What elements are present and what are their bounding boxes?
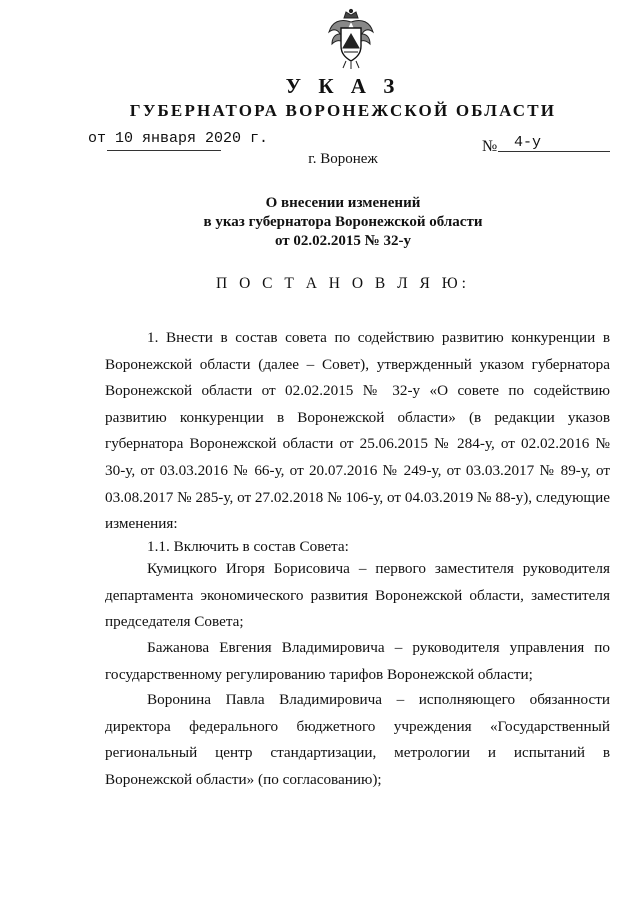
document-subtitle: ГУБЕРНАТОРА ВОРОНЕЖСКОЙ ОБЛАСТИ <box>129 101 557 120</box>
subject-line-2: в указ губернатора Воронежской области <box>203 214 483 230</box>
document-date: от 10 января 2020 г. <box>88 130 269 147</box>
subject-line-1: О внесении изменений <box>265 195 421 211</box>
paragraph-5 <box>105 687 610 793</box>
paragraph-4 <box>105 635 610 688</box>
city-name: г. Воронеж <box>308 151 378 167</box>
paragraph-text: Бажанова Евгения Владимировича – руководителя управления по государственному регулированию тарифов Воронежской области; <box>105 639 610 683</box>
paragraph-text: 1. Внести в состав совета по содействию развитию конкуренции в Воронежской области (далее – Совет), утвержденный указом губернатора Воронежской области от 02.02.2015 № 32-у «О совете по содействию развитию конкуренции в Воронежской области» (в редакции указов губернатора Воронежской области от 25.06.2015 № 284-у, от 02.02.2016 № 30-у, от 03.03.2016 № 66-у, от 20.07.2016 № 249-у, от 03.03.2017 № 89-у, от 03.08.2017 № 285-у, от 27.02.2018 № 106-у, от 04.03.2019 № 88-у), следующие изменения: <box>105 329 610 533</box>
paragraph-3 <box>105 556 610 636</box>
document-subject <box>0 194 640 251</box>
coat-of-arms-icon <box>326 8 376 70</box>
decree-heading: П О С Т А Н О В Л Я Ю: <box>216 275 470 292</box>
paragraph-text: 1.1. Включить в состав Совета: <box>147 538 349 555</box>
document-title: У К А З <box>285 74 401 98</box>
paragraph-1 <box>105 325 610 538</box>
paragraph-text: Воронина Павла Владимировича – исполняющего обязанности директора федерального бюджетного учреждения «Государственный региональный центр стандартизации, метрологии и испытаний в Воронежской области» (по согласованию); <box>105 691 610 788</box>
document-number: 4-у <box>514 134 542 151</box>
number-label: № <box>482 138 498 155</box>
paragraph-text: Кумицкого Игоря Борисовича – первого заместителя руководителя департамента экономического развития Воронежской области, заместителя председателя Совета; <box>105 560 610 631</box>
subject-line-3: от 02.02.2015 № 32-у <box>275 233 411 249</box>
